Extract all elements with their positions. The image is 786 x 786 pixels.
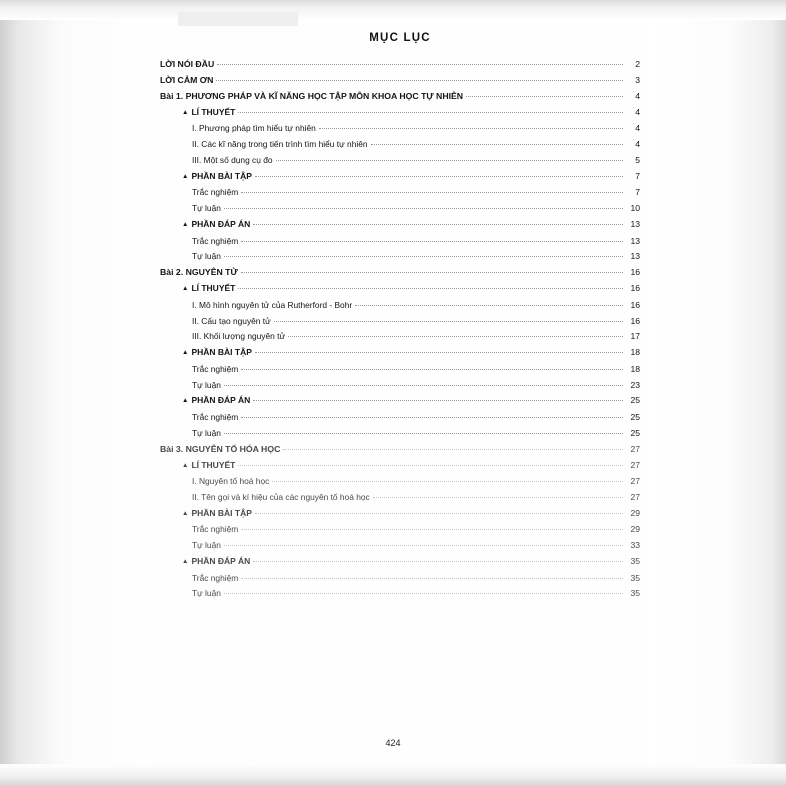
toc-entry-text: Trắc nghiệm (192, 572, 239, 583)
toc-entry-text: Bài 1. PHƯƠNG PHÁP VÀ KĨ NĂNG HỌC TẬP MÔN KHOA HỌC TỰ NHIÊN (160, 90, 464, 101)
toc-leader-dots (274, 321, 623, 322)
toc-entry-page: 4 (635, 123, 640, 134)
toc-leader-dots (216, 80, 623, 81)
toc-entry-text: I. Phương pháp tìm hiểu tự nhiên (192, 123, 316, 134)
page-title: MỤC LỤC (369, 32, 431, 44)
toc-entry-page: 23 (630, 379, 640, 390)
toc-entry[interactable] (192, 301, 640, 310)
toc-entry-text: LÍ THUYẾT (191, 106, 236, 117)
toc-entry[interactable] (182, 284, 640, 294)
toc-entry-text: II. Các kĩ năng trong tiến trình tìm hiểu tự nhiên (192, 139, 368, 150)
toc-entry-page: 3 (635, 74, 640, 85)
toc-entry-page: 7 (635, 170, 640, 181)
toc-entry-label (192, 525, 241, 533)
toc-entry-label (182, 396, 253, 406)
toc-entry-text: Tự luận (192, 540, 221, 551)
toc-entry-text: LÍ THUYẾT (191, 459, 236, 470)
toc-entry[interactable] (192, 156, 640, 165)
toc-entry-text: Tự luận (192, 588, 221, 599)
toc-leader-dots (224, 433, 623, 434)
toc-entry-text: I. Nguyên tố hoá học (192, 476, 270, 487)
toc-entry-label (160, 445, 283, 454)
toc-entry-page: 5 (635, 154, 640, 165)
toc-leader-dots (373, 497, 623, 498)
toc-entry-label (182, 557, 253, 567)
toc-entry[interactable] (160, 76, 640, 85)
toc-entry-label (182, 172, 255, 182)
toc-entry-text: Tự luận (192, 251, 221, 262)
toc-leader-dots (255, 352, 623, 353)
toc-entry[interactable] (192, 589, 640, 598)
toc-entry-page: 17 (630, 331, 640, 342)
toc-entry-label (192, 413, 241, 421)
toc-entry-label (192, 188, 241, 196)
triangle-bullet-icon: ▲ (182, 461, 189, 469)
toc-leader-dots (241, 417, 623, 418)
toc-entry-label (192, 204, 224, 212)
toc-entry-label (192, 381, 224, 389)
toc-leader-dots (288, 336, 623, 337)
toc-entry-label (192, 237, 241, 245)
table-of-contents (160, 60, 640, 598)
toc-entry[interactable] (192, 188, 640, 197)
toc-leader-dots (272, 481, 623, 482)
toc-entry-text: Trắc nghiệm (192, 187, 239, 198)
toc-entry-text: III. Khối lượng nguyên tử (192, 331, 286, 342)
toc-entry[interactable] (192, 252, 640, 261)
toc-entry-label (160, 76, 216, 85)
toc-entry-label (192, 574, 241, 582)
toc-entry-page: 35 (630, 556, 640, 567)
toc-entry-page: 27 (630, 491, 640, 502)
page-folio: 424 (385, 738, 401, 748)
toc-entry-label (192, 332, 288, 340)
toc-entry-label (160, 268, 241, 277)
triangle-bullet-icon: ▲ (182, 397, 189, 405)
toc-entry-page: 16 (630, 315, 640, 326)
toc-entry[interactable] (192, 493, 640, 502)
toc-leader-dots (241, 529, 623, 530)
toc-leader-dots (253, 561, 623, 562)
toc-entry-text: Trắc nghiệm (192, 412, 239, 423)
toc-entry[interactable] (182, 509, 640, 519)
page-left-shadow (0, 0, 150, 786)
triangle-bullet-icon: ▲ (182, 509, 189, 517)
toc-entry[interactable] (182, 172, 640, 182)
toc-entry[interactable] (182, 220, 640, 230)
toc-entry-page: 16 (630, 267, 640, 278)
toc-entry-label (192, 301, 355, 309)
toc-leader-dots (241, 272, 623, 273)
toc-entry-text: I. Mô hình nguyên tử của Rutherford - Bohr (192, 299, 353, 310)
toc-entry-page: 16 (630, 299, 640, 310)
toc-entry-text: II. Cấu tạo nguyên tử (192, 315, 271, 326)
toc-entry-label (192, 429, 224, 437)
toc-entry-text: Tự luận (192, 379, 221, 390)
toc-entry-page: 25 (630, 427, 640, 438)
toc-entry-label (192, 589, 224, 597)
toc-entry-page: 29 (630, 524, 640, 535)
toc-entry-page: 25 (630, 395, 640, 406)
toc-entry-label (192, 541, 224, 549)
triangle-bullet-icon: ▲ (182, 172, 189, 180)
toc-entry[interactable] (192, 237, 640, 246)
toc-entry[interactable] (192, 332, 640, 341)
toc-entry[interactable] (192, 381, 640, 390)
toc-leader-dots (217, 64, 623, 65)
toc-entry-text: LÍ THUYẾT (191, 283, 236, 294)
toc-leader-dots (224, 593, 623, 594)
toc-entry-page: 33 (630, 540, 640, 551)
toc-leader-dots (241, 241, 623, 242)
toc-entry-text: Bài 2. NGUYÊN TỬ (160, 267, 238, 278)
toc-entry-text: PHẦN ĐÁP ÁN (191, 218, 251, 229)
toc-entry-page: 18 (630, 363, 640, 374)
toc-leader-dots (224, 545, 623, 546)
toc-leader-dots (238, 112, 623, 113)
toc-entry-label (192, 156, 276, 164)
toc-leader-dots (255, 513, 623, 514)
toc-entry[interactable] (192, 365, 640, 374)
toc-entry-text: Tự luận (192, 203, 221, 214)
toc-entry-page: 29 (630, 507, 640, 518)
toc-entry-label (192, 317, 274, 325)
toc-entry-page: 27 (630, 459, 640, 470)
toc-entry[interactable] (182, 108, 640, 118)
toc-entry-label (182, 220, 253, 230)
toc-entry-text: LỜI CẢM ƠN (160, 74, 214, 85)
toc-leader-dots (238, 288, 623, 289)
toc-entry-text: Trắc nghiệm (192, 524, 239, 535)
toc-entry-label (160, 60, 217, 69)
toc-leader-dots (283, 449, 623, 450)
toc-entry-label (192, 140, 371, 148)
triangle-bullet-icon: ▲ (182, 220, 189, 228)
toc-entry-text: PHẦN BÀI TẬP (191, 170, 252, 181)
toc-entry[interactable] (160, 60, 640, 69)
toc-entry-text: III. Một số dụng cụ đo (192, 154, 273, 165)
toc-leader-dots (371, 144, 623, 145)
toc-entry-text: PHẦN ĐÁP ÁN (191, 395, 251, 406)
toc-entry[interactable] (192, 413, 640, 422)
toc-entry[interactable] (192, 525, 640, 534)
toc-leader-dots (276, 160, 623, 161)
toc-entry-label (182, 461, 238, 471)
toc-entry-page: 4 (635, 139, 640, 150)
toc-entry-page: 13 (630, 218, 640, 229)
toc-entry-label (182, 509, 255, 519)
toc-entry[interactable] (160, 445, 640, 454)
toc-entry-text: II. Tên gọi và kí hiệu của các nguyên tố hoá học (192, 491, 370, 502)
toc-entry-page: 4 (635, 90, 640, 101)
toc-entry-text: Bài 3. NGUYÊN TỐ HÓA HỌC (160, 443, 281, 454)
toc-entry-label (182, 108, 238, 118)
toc-leader-dots (224, 208, 623, 209)
toc-entry-page: 13 (630, 235, 640, 246)
toc-entry-label (192, 477, 272, 485)
toc-entry-label (192, 124, 319, 132)
toc-leader-dots (255, 176, 623, 177)
toc-entry-text: Trắc nghiệm (192, 235, 239, 246)
toc-entry-label (192, 365, 241, 373)
page-content (160, 0, 640, 786)
toc-leader-dots (253, 224, 623, 225)
toc-entry-text: PHẦN BÀI TẬP (191, 507, 252, 518)
toc-leader-dots (319, 128, 623, 129)
toc-entry-page: 13 (630, 251, 640, 262)
toc-entry[interactable] (160, 268, 640, 277)
toc-leader-dots (224, 256, 623, 257)
toc-leader-dots (466, 96, 623, 97)
toc-entry-page: 35 (630, 572, 640, 583)
toc-entry-label (182, 284, 238, 294)
toc-entry[interactable] (192, 317, 640, 326)
toc-entry[interactable] (192, 574, 640, 583)
toc-entry[interactable] (182, 396, 640, 406)
toc-entry-page: 27 (630, 476, 640, 487)
toc-entry-page: 10 (630, 203, 640, 214)
toc-leader-dots (241, 369, 623, 370)
triangle-bullet-icon: ▲ (182, 558, 189, 566)
triangle-bullet-icon: ▲ (182, 285, 189, 293)
toc-leader-dots (355, 305, 623, 306)
toc-entry-text: PHẦN BÀI TẬP (191, 347, 252, 358)
toc-entry-page: 4 (635, 106, 640, 117)
toc-entry-page: 25 (630, 412, 640, 423)
toc-leader-dots (241, 192, 623, 193)
toc-entry[interactable] (192, 477, 640, 486)
toc-entry-page: 35 (630, 588, 640, 599)
toc-entry[interactable] (192, 429, 640, 438)
toc-entry-page: 27 (630, 443, 640, 454)
toc-entry-text: LỜI NÓI ĐẦU (160, 59, 215, 69)
toc-entry-page: 18 (630, 347, 640, 358)
toc-entry[interactable] (182, 348, 640, 358)
toc-entry-text: Tự luận (192, 427, 221, 438)
toc-leader-dots (238, 465, 623, 466)
toc-entry[interactable] (182, 557, 640, 567)
toc-entry-page: 7 (635, 187, 640, 198)
triangle-bullet-icon: ▲ (182, 108, 189, 116)
toc-entry-label (192, 252, 224, 260)
toc-entry[interactable] (192, 124, 640, 133)
toc-entry-label (182, 348, 255, 358)
toc-entry-page: 16 (630, 283, 640, 294)
page-right-shadow (646, 0, 786, 786)
toc-leader-dots (253, 400, 623, 401)
toc-entry-label (192, 493, 373, 501)
toc-leader-dots (241, 578, 623, 579)
toc-entry[interactable] (192, 140, 640, 149)
toc-entry-label (160, 92, 466, 101)
toc-entry[interactable] (182, 461, 640, 471)
toc-entry-text: PHẦN ĐÁP ÁN (191, 556, 251, 567)
triangle-bullet-icon: ▲ (182, 349, 189, 357)
toc-entry-text: Trắc nghiệm (192, 363, 239, 374)
toc-entry[interactable] (192, 541, 640, 550)
toc-leader-dots (224, 385, 623, 386)
toc-entry[interactable] (192, 204, 640, 213)
toc-entry[interactable] (160, 92, 640, 101)
toc-entry-page: 2 (635, 59, 640, 69)
